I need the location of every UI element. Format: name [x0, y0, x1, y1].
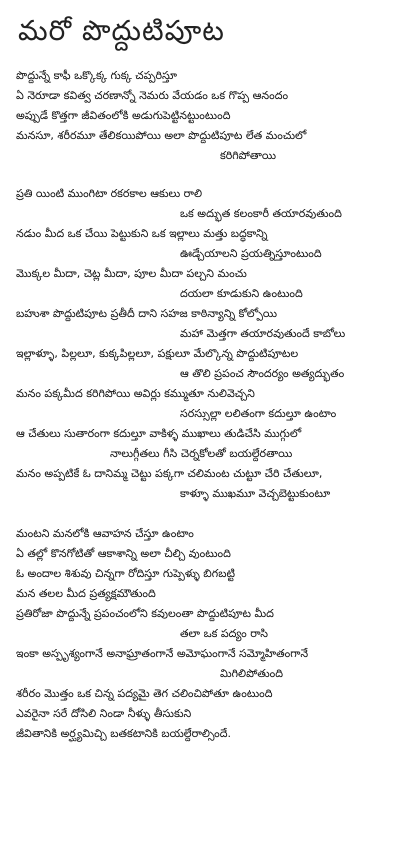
poem-line: ఎవరైనా సరే దోసిలి నిండా నీళ్ళు తీసుకుని: [16, 707, 192, 720]
poem-line: బహుశా పొద్దుటిపూట ప్రతీదీ దాని సహజ కాఠిన్యాన్ని కోల్పోయి: [16, 307, 278, 320]
poem-line: ఏ తల్లో కొనగోటితో ఆకాశాన్ని అలా చీల్చి వుంటుంది: [16, 547, 231, 560]
poem-line: సరస్సుల్లా లలితంగా కదుల్తూ ఉంటాం: [180, 407, 337, 420]
poem-line: అప్పుడే కొత్తగా జీవితంలోకి అడుగుపెట్టినట్టుంటుంది: [16, 109, 231, 122]
poem-line: మన తలల మీద ప్రత్యక్షమౌతుంది: [16, 587, 156, 600]
poem-line: మనం అప్పటికే ఓ దానిమ్మ చెట్టు పక్కగా చలిమంట చుట్టూ చేరి చేతులూ,: [16, 467, 323, 480]
poem-line: తలా ఒక పద్యం రాసి: [180, 627, 268, 640]
poem-line: మనం పక్కమీద కరిగిపోయి అవిర్లు కమ్ముతూ నులివెచ్చని: [16, 387, 255, 400]
poem-line: ఏ నెరూడా కవిత్వ చరణాన్నో నెమరు వేయడం ఒక గొప్ప ఆనందం: [16, 89, 289, 102]
poem-line: ఇంకా అస్పృశ్యంగానే అనాఘ్రాతంగానే అమోఘంగానే సమ్మోహితంగానే: [16, 647, 309, 660]
poem-line: మనసూ, శరీరమూ తేలికయిపోయి అలా పొద్దుటిపూట లేత మంచులో: [16, 129, 307, 142]
poem-line: మంటని మనలోకి ఆవాహన చేస్తూ ఉంటాం: [16, 527, 194, 540]
poem-line: ప్రతి యింటి ముంగిటా రకరకాల ఆకులు రాలి: [16, 187, 203, 200]
poem-line: మొక్కల మీదా, చెట్ల మీదా, పూల మీదా పల్చని మంచు: [16, 267, 247, 280]
poem-line: ఊడ్చేయాలని ప్రయత్నిస్తూంటుంది: [180, 247, 322, 260]
poem-line: ఒక అద్భుత కలంకారీ తయారవుతుంది: [180, 207, 342, 220]
poem-line: కాళ్ళూ ముఖమూ వెచ్చబెట్టుకుంటూ: [180, 487, 331, 500]
poem-title: మరో పొద్దుటిపూట: [18, 14, 225, 47]
poem-line: నాలుగ్గీతలు గీసి చెర్నకోలతో బయల్దేరతాయి: [110, 447, 293, 460]
poem-line: ఆ చేతులు సుతారంగా కదుల్తూ వాకిళ్ళ ముఖాలు తుడిచేసి ముగ్గులో: [16, 427, 302, 440]
poem-line: జీవితానికి అర్ఘ్యమిచ్చి బతకటానికి బయల్దేరాల్సిందే.: [16, 727, 232, 740]
poem-line: దయలా కూడుకుని ఉంటుంది: [180, 287, 303, 300]
poem-line: ఓ అందాల శిశువు చిన్నగా రోదిస్తూ గుప్పెళ్ళు బిగబట్టి: [16, 567, 235, 580]
poem-line: మహా మెత్తగా తయారవుతుందే కాబోలు: [180, 327, 346, 340]
poem-line: ఆ తొలి ప్రపంచ సౌందర్యం అత్యద్భుతం: [180, 367, 345, 380]
poem-line: మిగిలిపోతుంది: [220, 667, 284, 680]
poem-line: నడుం మీద ఒక చేయి పెట్టుకుని ఒక ఇల్లాలు మత్తు బద్ధకాన్ని: [16, 227, 268, 240]
poem-line: పొద్దున్నే కాఫీ ఒక్కొక్క గుక్క చప్పరిస్తూ: [16, 69, 178, 82]
poem-line: ఇల్లాళ్ళూ, పిల్లలూ, కుక్కపిల్లలూ, పక్షులూ మేల్కొన్న పొద్దుటిపూటల: [16, 347, 299, 360]
poem-line: ప్రతిరోజా పొద్దున్నే ప్రపంచంలోని కవులంతా పొద్దుటిపూట మీద: [16, 607, 274, 620]
poem-line: శరీరం మొత్తం ఒక చిన్న పద్యమై తెగ చలించిపోతూ ఉంటుంది: [16, 687, 273, 700]
poem-line: కరిగిపోతాయి: [220, 149, 277, 162]
